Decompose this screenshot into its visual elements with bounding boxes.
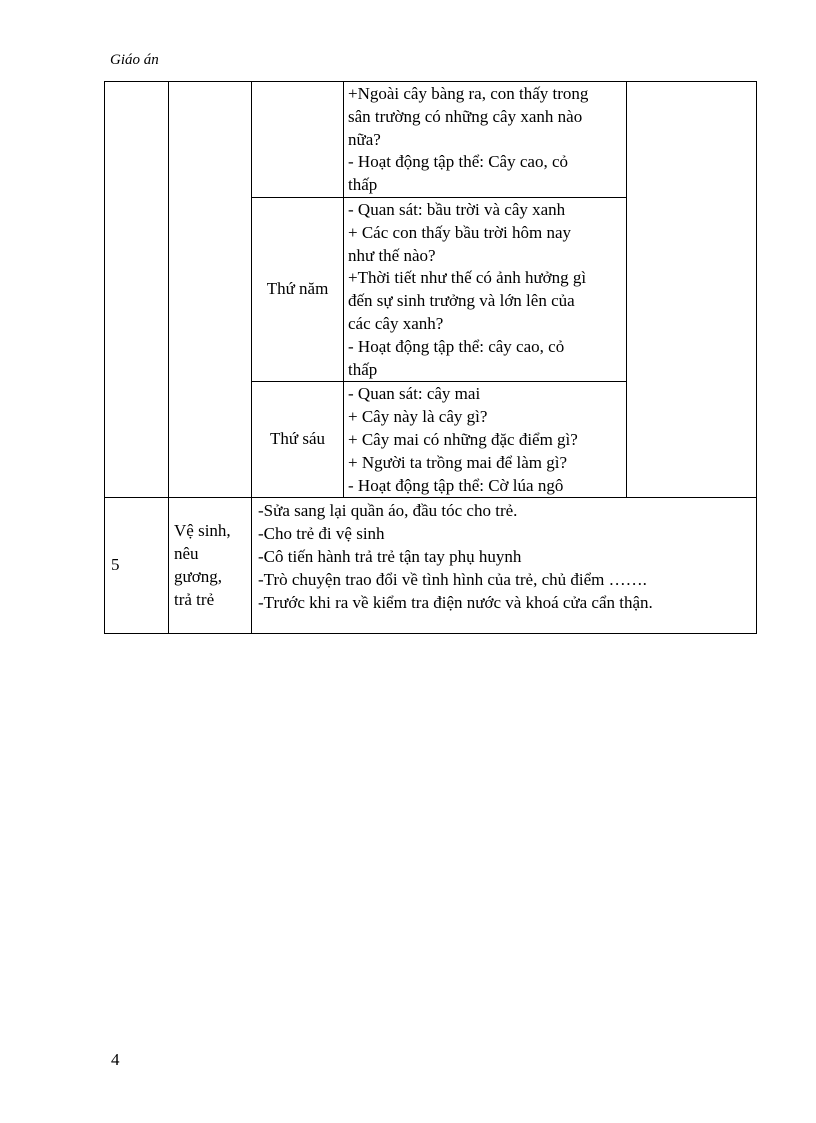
activity-cell	[344, 197, 627, 381]
day-cell	[252, 82, 344, 198]
activity-line: nữa?	[348, 129, 381, 149]
closing-line: -Cho trẻ đi vệ sinh	[258, 524, 385, 544]
document-header: Giáo án	[110, 52, 159, 68]
activity-line: +Ngoài cây bàng ra, con thấy trong	[348, 84, 589, 103]
table-row	[105, 498, 757, 634]
activity-line: thấp	[348, 359, 378, 379]
section-category	[169, 498, 252, 634]
activity-line: như thế nào?	[348, 245, 436, 265]
activity-line: + Cây này là cây gì?	[348, 407, 488, 427]
activity-cell	[344, 382, 627, 498]
activity-cell	[344, 82, 627, 198]
page-number: 4	[111, 1050, 120, 1069]
section-number-cell	[105, 82, 169, 498]
activity-line: sân trường có những cây xanh nào	[348, 106, 583, 126]
activity-line: - Hoạt động tập thể: cây cao, cỏ	[348, 336, 565, 356]
closing-line: -Trước khi ra về kiểm tra điện nước và khoá cửa cẩn thận.	[258, 592, 653, 612]
activity-line: đến sự sinh trưởng và lớn lên của	[348, 291, 575, 311]
closing-line: -Sửa sang lại quần áo, đầu tóc cho trẻ.	[258, 501, 518, 521]
category-line: gương,	[174, 566, 222, 586]
activity-line: - Hoạt động tập thể: Cây cao, cỏ	[348, 152, 568, 172]
section-category-cell	[169, 82, 252, 498]
activity-line: - Quan sát: bầu trời và cây xanh	[348, 199, 566, 219]
activity-line: - Quan sát: cây mai	[348, 384, 481, 404]
lesson-plan-table	[104, 81, 757, 634]
table-row	[105, 82, 757, 198]
activity-line: + Cây mai có những đặc điểm gì?	[348, 429, 578, 449]
closing-line: -Trò chuyện trao đổi về tình hình của trẻ, chủ điểm …….	[258, 569, 647, 589]
closing-line: -Cô tiến hành trả trẻ tận tay phụ huynh	[258, 546, 522, 566]
activity-line: + Các con thấy bầu trời hôm nay	[348, 222, 571, 242]
category-line: trả trẻ	[174, 589, 215, 609]
activity-line: các cây xanh?	[348, 313, 444, 333]
category-line: nêu	[174, 544, 199, 564]
activity-line: thấp	[348, 175, 378, 195]
activity-line: +Thời tiết như thế có ảnh hưởng gì	[348, 268, 587, 288]
section-number: 5	[105, 498, 169, 634]
day-cell-thursday: Thứ năm	[252, 197, 344, 381]
day-cell-friday: Thứ sáu	[252, 382, 344, 498]
activity-line: - Hoạt động tập thể: Cờ lúa ngô	[348, 475, 564, 495]
closing-activities-cell	[252, 498, 757, 634]
category-line: Vệ sinh,	[174, 521, 231, 541]
notes-cell	[627, 82, 757, 498]
activity-line: + Người ta trồng mai để làm gì?	[348, 452, 567, 472]
